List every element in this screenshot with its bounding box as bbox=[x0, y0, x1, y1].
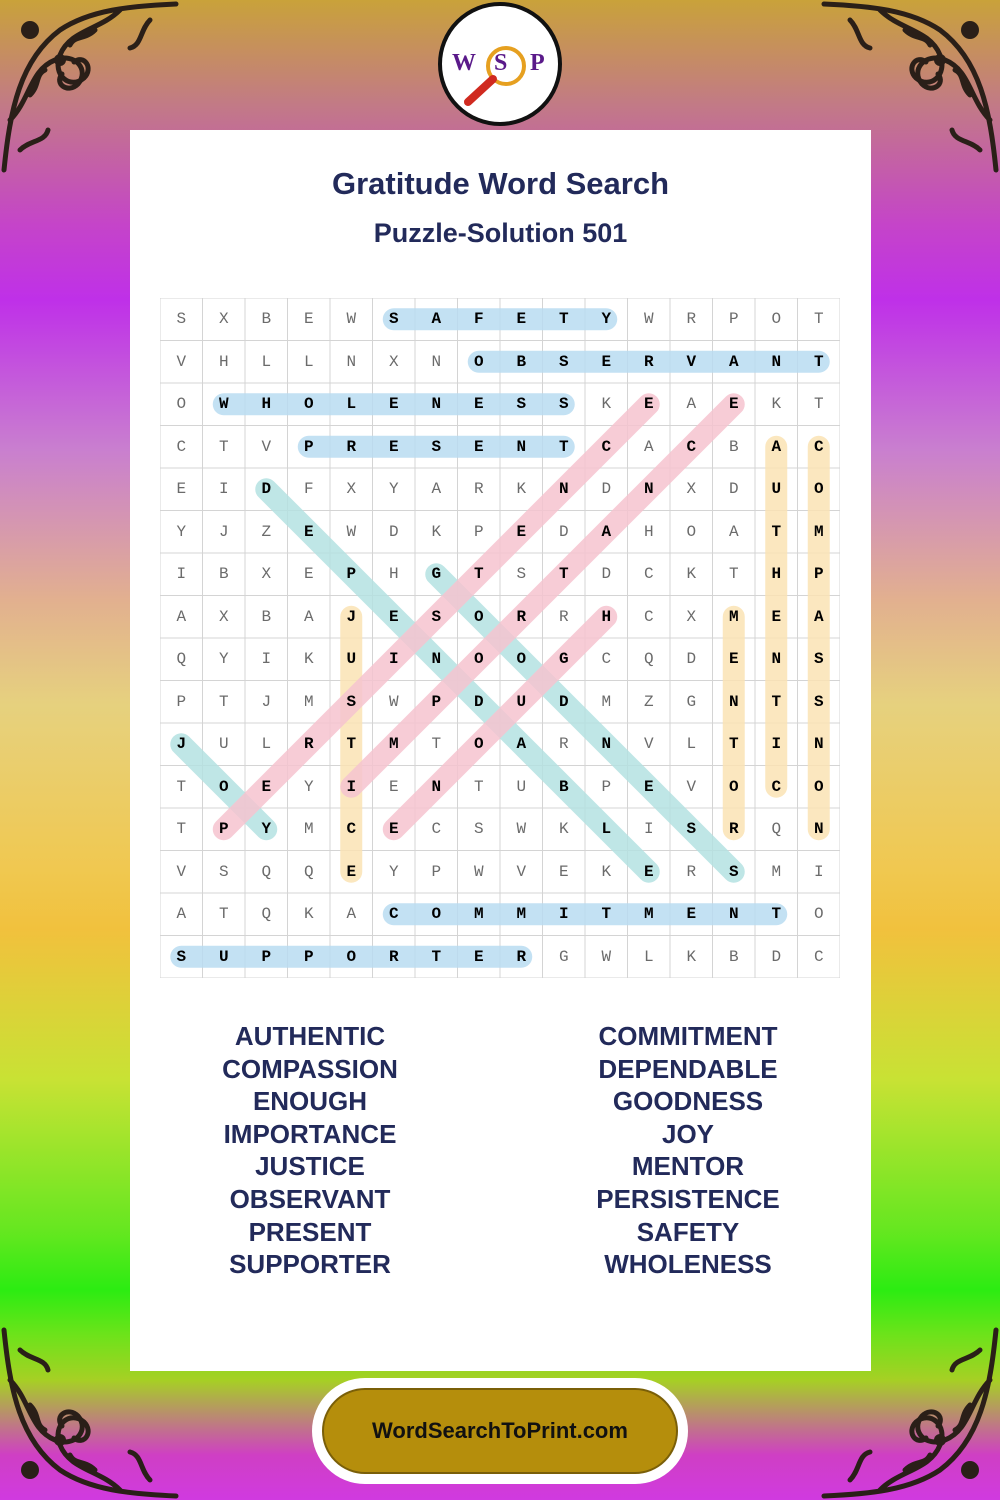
grid-cell[interactable]: N bbox=[431, 352, 442, 371]
grid-cell[interactable]: O bbox=[516, 650, 527, 668]
word-list-item: AUTHENTIC bbox=[234, 1021, 386, 1051]
grid-cell[interactable]: W bbox=[388, 692, 399, 711]
word-list-item: SUPPORTER bbox=[229, 1249, 391, 1280]
grid-cell[interactable]: K bbox=[601, 395, 612, 413]
grid-cell[interactable]: E bbox=[388, 777, 399, 796]
grid-cell[interactable]: R bbox=[516, 607, 527, 626]
grid-cell[interactable]: X bbox=[261, 565, 272, 583]
grid-cell[interactable]: T bbox=[771, 522, 782, 541]
grid-cell[interactable]: V bbox=[261, 437, 272, 456]
grid-cell[interactable]: C bbox=[388, 905, 399, 923]
grid-cell[interactable]: A bbox=[771, 437, 782, 456]
grid-cell[interactable]: S bbox=[346, 692, 357, 711]
grid-cell[interactable]: Z bbox=[261, 522, 272, 541]
grid-cell[interactable]: U bbox=[516, 777, 527, 796]
grid-cell[interactable]: R bbox=[388, 947, 399, 966]
grid-cell[interactable]: S bbox=[516, 395, 527, 413]
grid-cell[interactable]: Q bbox=[303, 862, 314, 881]
word-list-item: GOODNESS bbox=[612, 1086, 764, 1117]
grid-cell[interactable]: A bbox=[728, 522, 739, 541]
grid-cell[interactable]: P bbox=[346, 565, 357, 583]
grid-cell[interactable]: H bbox=[771, 565, 782, 583]
grid-cell[interactable]: P bbox=[303, 947, 314, 966]
grid-cell[interactable]: N bbox=[813, 820, 824, 838]
grid-cell[interactable]: I bbox=[813, 862, 824, 881]
word-list-item: ENOUGH bbox=[252, 1086, 368, 1117]
grid-cell[interactable]: Y bbox=[601, 310, 612, 328]
grid-cell[interactable]: N bbox=[346, 352, 357, 371]
grid-cell[interactable]: K bbox=[558, 820, 569, 838]
footer-badge bbox=[312, 1378, 688, 1484]
grid-cell[interactable]: W bbox=[346, 310, 357, 328]
grid-cell[interactable]: W bbox=[218, 395, 229, 413]
grid-cell[interactable]: S bbox=[218, 862, 229, 881]
grid-cell[interactable]: B bbox=[218, 565, 229, 583]
grid-cell[interactable]: P bbox=[176, 692, 187, 711]
logo-letter-p: P bbox=[530, 50, 545, 76]
grid-cell[interactable]: E bbox=[516, 310, 527, 328]
grid-cell[interactable]: B bbox=[261, 310, 272, 328]
grid-cell[interactable]: L bbox=[686, 735, 697, 753]
grid-cell[interactable]: I bbox=[643, 820, 654, 838]
grid-cell[interactable]: I bbox=[261, 650, 272, 668]
grid-cell[interactable]: R bbox=[643, 352, 654, 371]
grid-cell[interactable]: T bbox=[218, 905, 229, 923]
grid-cell[interactable]: L bbox=[643, 947, 654, 966]
grid-cell[interactable]: E bbox=[728, 395, 739, 413]
grid-cell[interactable]: P bbox=[431, 692, 442, 711]
grid-cell[interactable]: L bbox=[261, 352, 272, 371]
grid-cell[interactable]: T bbox=[813, 395, 824, 413]
grid-cell[interactable]: P bbox=[473, 522, 484, 541]
grid-cell[interactable]: C bbox=[686, 437, 697, 456]
grid-cell[interactable]: A bbox=[431, 480, 442, 498]
grid-cell[interactable]: H bbox=[643, 522, 654, 541]
grid-cell[interactable]: W bbox=[473, 862, 484, 881]
grid-cell[interactable]: B bbox=[728, 947, 739, 966]
grid-cell[interactable]: S bbox=[686, 820, 697, 838]
grid-cell[interactable]: T bbox=[558, 565, 569, 583]
grid-cell[interactable]: E bbox=[643, 862, 654, 881]
grid-cell[interactable]: G bbox=[686, 692, 697, 711]
grid-cell[interactable]: G bbox=[558, 947, 569, 966]
grid-cell[interactable]: Y bbox=[218, 650, 229, 668]
grid-cell[interactable]: Q bbox=[261, 905, 272, 923]
grid-cell[interactable]: E bbox=[346, 862, 357, 881]
word-list-right bbox=[508, 1020, 868, 1281]
grid-cell[interactable]: L bbox=[601, 820, 612, 838]
grid-cell[interactable]: H bbox=[261, 395, 272, 413]
grid-cell[interactable]: X bbox=[388, 352, 399, 371]
grid-cell[interactable]: B bbox=[516, 352, 527, 371]
grid-cell[interactable]: S bbox=[431, 437, 442, 456]
grid-cell[interactable]: A bbox=[346, 905, 357, 923]
grid-cell[interactable]: S bbox=[558, 395, 569, 413]
grid-cell[interactable]: C bbox=[813, 437, 824, 456]
grid-cell[interactable]: P bbox=[728, 310, 739, 328]
logo-letter-w: W bbox=[452, 50, 476, 76]
grid-cell[interactable]: R bbox=[728, 820, 739, 838]
grid-cell[interactable]: M bbox=[728, 607, 739, 626]
grid-cell[interactable]: T bbox=[813, 352, 824, 371]
grid-cell[interactable]: Q bbox=[261, 862, 272, 881]
word-list-item: DEPENDABLE bbox=[598, 1053, 778, 1084]
grid-cell[interactable]: L bbox=[261, 735, 272, 753]
grid-cell[interactable]: S bbox=[388, 310, 399, 328]
grid-cell[interactable]: E bbox=[473, 395, 484, 413]
grid-cell[interactable]: F bbox=[303, 480, 314, 498]
grid-cell[interactable]: A bbox=[686, 395, 697, 413]
grid-cell[interactable]: Y bbox=[176, 522, 187, 541]
grid-cell[interactable]: H bbox=[601, 607, 612, 626]
grid-cell[interactable]: P bbox=[601, 777, 612, 796]
grid-cell[interactable]: S bbox=[813, 650, 824, 668]
grid-cell[interactable]: C bbox=[813, 947, 824, 966]
grid-cell[interactable]: O bbox=[218, 777, 229, 796]
grid-cell[interactable]: E bbox=[643, 395, 654, 413]
grid-cell[interactable]: L bbox=[303, 352, 314, 371]
grid-cell[interactable]: T bbox=[431, 735, 442, 753]
grid-cell[interactable]: W bbox=[643, 310, 654, 328]
grid-cell[interactable]: E bbox=[643, 777, 654, 796]
grid-cell[interactable]: N bbox=[431, 650, 442, 668]
grid-cell[interactable]: D bbox=[261, 480, 272, 498]
grid-cell[interactable]: E bbox=[558, 862, 569, 881]
grid-cell[interactable]: T bbox=[558, 437, 569, 456]
grid-cell[interactable]: X bbox=[218, 310, 229, 328]
grid-cell[interactable]: C bbox=[431, 820, 442, 838]
grid-cell[interactable]: T bbox=[771, 905, 782, 923]
grid-cell[interactable]: I bbox=[346, 777, 357, 796]
grid-cell[interactable]: N bbox=[728, 692, 739, 711]
grid-cell[interactable]: M bbox=[643, 905, 654, 923]
grid-cell[interactable]: E bbox=[388, 437, 399, 456]
grid-cell[interactable]: F bbox=[473, 310, 484, 328]
grid-cell[interactable]: Q bbox=[643, 650, 654, 668]
grid-cell[interactable]: E bbox=[601, 352, 612, 371]
grid-cell[interactable]: C bbox=[601, 650, 612, 668]
grid-cell[interactable]: K bbox=[303, 650, 314, 668]
grid-cell[interactable]: R bbox=[558, 607, 569, 626]
grid-cell[interactable]: O bbox=[176, 395, 187, 413]
grid-cell[interactable]: O bbox=[728, 777, 739, 796]
word-list-item: IMPORTANCE bbox=[223, 1118, 397, 1149]
grid-cell[interactable]: A bbox=[176, 905, 187, 923]
grid-cell[interactable]: U bbox=[771, 480, 782, 498]
grid-cell[interactable]: N bbox=[643, 480, 654, 498]
grid-cell[interactable]: T bbox=[558, 310, 569, 328]
grid-cell[interactable]: D bbox=[686, 650, 697, 668]
grid-cell[interactable]: Y bbox=[261, 820, 272, 838]
grid-cell[interactable]: E bbox=[771, 607, 782, 626]
grid-cell[interactable]: R bbox=[558, 735, 569, 753]
grid-cell[interactable]: A bbox=[176, 607, 187, 626]
page-title: Gratitude Word Search bbox=[331, 166, 670, 201]
page-subtitle: Puzzle-Solution 501 bbox=[373, 218, 628, 248]
grid-cell[interactable]: O bbox=[813, 480, 824, 498]
word-list-left bbox=[130, 1020, 490, 1281]
grid-cell[interactable]: C bbox=[643, 607, 654, 626]
site-link[interactable]: WordSearchToPrint.com bbox=[322, 1388, 678, 1474]
grid-cell[interactable]: T bbox=[176, 820, 187, 838]
grid-cell[interactable]: A bbox=[643, 437, 654, 456]
word-list-item: WHOLENESS bbox=[604, 1249, 772, 1280]
grid-cell[interactable]: O bbox=[473, 352, 484, 371]
grid-cell[interactable]: Y bbox=[388, 862, 399, 881]
grid-cell[interactable]: E bbox=[728, 650, 739, 668]
grid-cell[interactable]: H bbox=[218, 352, 229, 371]
grid-cell[interactable]: O bbox=[771, 310, 782, 328]
grid-cell[interactable]: O bbox=[473, 607, 484, 626]
grid-cell[interactable]: R bbox=[516, 947, 527, 966]
magnifier-icon bbox=[454, 36, 544, 116]
grid-cell[interactable]: S bbox=[728, 862, 739, 881]
grid-cell[interactable]: J bbox=[218, 522, 229, 541]
grid-cell[interactable]: G bbox=[431, 565, 442, 583]
grid-cell[interactable]: O bbox=[303, 395, 314, 413]
grid-cell[interactable]: A bbox=[601, 522, 612, 541]
grid-cell[interactable]: A bbox=[728, 352, 739, 371]
grid-cell[interactable]: V bbox=[176, 352, 187, 371]
grid-cell[interactable]: N bbox=[431, 395, 442, 413]
grid-cell[interactable]: E bbox=[303, 522, 314, 541]
grid-cell[interactable]: M bbox=[516, 905, 527, 923]
grid-cell[interactable]: S bbox=[516, 565, 527, 583]
grid-cell[interactable]: K bbox=[431, 522, 442, 541]
grid-cell[interactable]: E bbox=[303, 310, 314, 328]
grid-cell[interactable]: P bbox=[813, 565, 824, 583]
grid-cell[interactable]: K bbox=[771, 395, 782, 413]
grid-cell[interactable]: N bbox=[728, 905, 739, 923]
grid-cell[interactable]: Q bbox=[771, 820, 782, 838]
grid-cell[interactable]: T bbox=[473, 565, 484, 583]
grid-cell[interactable]: D bbox=[473, 692, 484, 711]
grid-cell[interactable]: N bbox=[771, 352, 782, 371]
word-list-item: COMPASSION bbox=[222, 1053, 398, 1084]
grid-cell[interactable]: T bbox=[728, 735, 739, 753]
grid-cell[interactable]: D bbox=[601, 565, 612, 583]
grid-cell[interactable]: E bbox=[516, 522, 527, 541]
grid-cell[interactable]: W bbox=[516, 820, 527, 838]
grid-cell[interactable]: C bbox=[346, 820, 357, 838]
grid-cell[interactable]: I bbox=[558, 905, 569, 923]
grid-cell[interactable]: P bbox=[261, 947, 272, 966]
grid-cell[interactable]: T bbox=[728, 565, 739, 583]
grid-cell[interactable]: M bbox=[601, 692, 612, 711]
grid-cell[interactable]: I bbox=[176, 565, 187, 583]
grid-cell[interactable]: P bbox=[431, 862, 442, 881]
grid-cell[interactable]: U bbox=[346, 650, 357, 668]
grid-cell[interactable]: V bbox=[516, 862, 527, 881]
grid-cell[interactable]: C bbox=[176, 437, 187, 456]
grid-cell[interactable]: S bbox=[431, 607, 442, 626]
grid-cell[interactable]: B bbox=[261, 607, 272, 626]
grid-cell[interactable]: K bbox=[686, 947, 697, 966]
grid-cell[interactable]: R bbox=[686, 310, 697, 328]
grid-cell[interactable]: O bbox=[813, 777, 824, 796]
grid-cell[interactable]: T bbox=[771, 692, 782, 711]
grid-cell[interactable]: T bbox=[218, 437, 229, 456]
grid-cell[interactable]: D bbox=[771, 947, 782, 966]
grid-cell[interactable]: T bbox=[813, 310, 824, 328]
grid-cell[interactable]: I bbox=[388, 650, 399, 668]
grid-cell[interactable]: T bbox=[473, 777, 484, 796]
grid-cell[interactable]: K bbox=[303, 905, 314, 923]
grid-cell[interactable]: N bbox=[516, 437, 527, 456]
grid-cell[interactable]: V bbox=[686, 352, 697, 371]
grid-cell[interactable]: W bbox=[346, 522, 357, 541]
grid-cell[interactable]: E bbox=[388, 607, 399, 626]
grid-cell[interactable]: J bbox=[176, 735, 187, 753]
grid-cell[interactable]: E bbox=[388, 395, 399, 413]
grid-cell[interactable]: N bbox=[601, 735, 612, 753]
word-list-item: PERSISTENCE bbox=[596, 1183, 780, 1214]
grid-cell[interactable]: M bbox=[813, 522, 824, 541]
word-list-item: MENTOR bbox=[631, 1151, 745, 1182]
grid-cell[interactable]: V bbox=[176, 862, 187, 881]
grid-cell[interactable]: R bbox=[346, 437, 357, 456]
grid-cell[interactable]: S bbox=[176, 947, 187, 966]
grid-cell[interactable]: G bbox=[558, 650, 569, 668]
grid-cell[interactable]: D bbox=[728, 480, 739, 498]
grid-cell[interactable]: S bbox=[176, 310, 187, 328]
grid-cell[interactable]: T bbox=[431, 947, 442, 966]
word-list-item: JOY bbox=[661, 1118, 715, 1149]
word-list-item: COMMITMENT bbox=[598, 1021, 778, 1051]
grid-cell[interactable]: Y bbox=[388, 480, 399, 498]
grid-cell[interactable]: O bbox=[473, 735, 484, 753]
grid-cell[interactable]: B bbox=[728, 437, 739, 456]
grid-cell[interactable]: E bbox=[303, 565, 314, 583]
grid-cell[interactable]: V bbox=[643, 735, 654, 753]
grid-cell[interactable]: S bbox=[558, 352, 569, 371]
grid-cell[interactable]: D bbox=[388, 522, 399, 541]
grid-cell[interactable]: A bbox=[813, 607, 824, 626]
grid-cell[interactable]: P bbox=[303, 437, 314, 456]
grid-cell[interactable]: W bbox=[601, 947, 612, 966]
grid-cell[interactable]: M bbox=[303, 692, 314, 711]
grid-cell[interactable]: T bbox=[218, 692, 229, 711]
grid-cell[interactable]: K bbox=[516, 480, 527, 498]
grid-cell[interactable]: D bbox=[558, 522, 569, 541]
grid-cell[interactable]: A bbox=[516, 735, 527, 753]
grid-cell[interactable]: X bbox=[218, 607, 229, 626]
grid-cell[interactable]: U bbox=[516, 692, 527, 711]
grid-cell[interactable]: O bbox=[431, 905, 442, 923]
grid-cell[interactable]: D bbox=[558, 692, 569, 711]
grid-cell[interactable]: U bbox=[218, 947, 229, 966]
grid-cell[interactable]: N bbox=[771, 650, 782, 668]
logo-letter-s: S bbox=[494, 50, 508, 76]
grid-cell[interactable]: Q bbox=[176, 650, 187, 668]
grid-cell[interactable]: R bbox=[686, 862, 697, 881]
grid-cell[interactable]: Z bbox=[643, 692, 654, 711]
grid-cell[interactable]: U bbox=[218, 735, 229, 753]
grid-cell[interactable]: V bbox=[686, 777, 697, 796]
grid-cell[interactable]: J bbox=[261, 692, 272, 711]
grid-cell[interactable]: P bbox=[218, 820, 229, 838]
grid-cell[interactable]: E bbox=[388, 820, 399, 838]
grid-cell[interactable]: K bbox=[686, 565, 697, 583]
grid-cell[interactable]: M bbox=[388, 735, 399, 753]
grid-cell[interactable]: R bbox=[473, 480, 484, 498]
grid-cell[interactable]: I bbox=[218, 480, 229, 498]
grid-cell[interactable]: T bbox=[346, 735, 357, 753]
word-search-grid bbox=[160, 298, 840, 978]
grid-cell[interactable]: D bbox=[601, 480, 612, 498]
grid-cell[interactable]: E bbox=[473, 947, 484, 966]
grid-cell[interactable]: B bbox=[558, 777, 569, 796]
wsp-logo bbox=[438, 2, 562, 126]
grid-cell[interactable]: C bbox=[643, 565, 654, 583]
grid-cell[interactable]: M bbox=[771, 862, 782, 881]
grid-cell[interactable]: C bbox=[601, 437, 612, 456]
grid-cell[interactable]: N bbox=[558, 480, 569, 498]
grid-cell[interactable]: C bbox=[771, 777, 782, 796]
grid-cell[interactable]: A bbox=[303, 607, 314, 626]
word-list-item: OBSERVANT bbox=[229, 1183, 391, 1214]
grid-cell[interactable]: L bbox=[346, 395, 357, 413]
grid-cell[interactable]: S bbox=[473, 820, 484, 838]
grid-cell[interactable]: E bbox=[176, 480, 187, 498]
grid-cell[interactable]: X bbox=[686, 480, 697, 498]
word-list-item: SAFETY bbox=[636, 1216, 740, 1247]
grid-cell[interactable]: X bbox=[686, 607, 697, 626]
grid-cell[interactable]: Y bbox=[303, 777, 314, 796]
word-list-item: JUSTICE bbox=[255, 1151, 365, 1182]
grid-cell[interactable]: M bbox=[303, 820, 314, 838]
grid-cell[interactable]: O bbox=[686, 522, 697, 541]
grid-cell[interactable]: A bbox=[431, 310, 442, 328]
grid-cell[interactable]: R bbox=[303, 735, 314, 753]
grid-cell[interactable]: M bbox=[473, 905, 484, 923]
grid-cell[interactable]: O bbox=[813, 905, 824, 923]
grid-cell[interactable]: K bbox=[601, 862, 612, 881]
puzzle-card bbox=[130, 130, 871, 1371]
grid-cell[interactable]: N bbox=[813, 735, 824, 753]
grid-cell[interactable]: S bbox=[813, 692, 824, 711]
grid-cell[interactable]: H bbox=[388, 565, 399, 583]
grid-cell[interactable]: J bbox=[346, 607, 357, 626]
grid-cell[interactable]: O bbox=[346, 947, 357, 966]
grid-cell[interactable]: N bbox=[431, 777, 442, 796]
grid-cell[interactable]: X bbox=[346, 480, 357, 498]
grid-cell[interactable]: O bbox=[473, 650, 484, 668]
grid-cell[interactable]: T bbox=[601, 905, 612, 923]
grid-cell[interactable]: E bbox=[686, 905, 697, 923]
grid-cell[interactable]: T bbox=[176, 777, 187, 796]
grid-cell[interactable]: E bbox=[261, 777, 272, 796]
grid-cell[interactable]: E bbox=[473, 437, 484, 456]
grid-cell[interactable]: I bbox=[771, 735, 782, 753]
word-list-item: PRESENT bbox=[248, 1216, 372, 1247]
